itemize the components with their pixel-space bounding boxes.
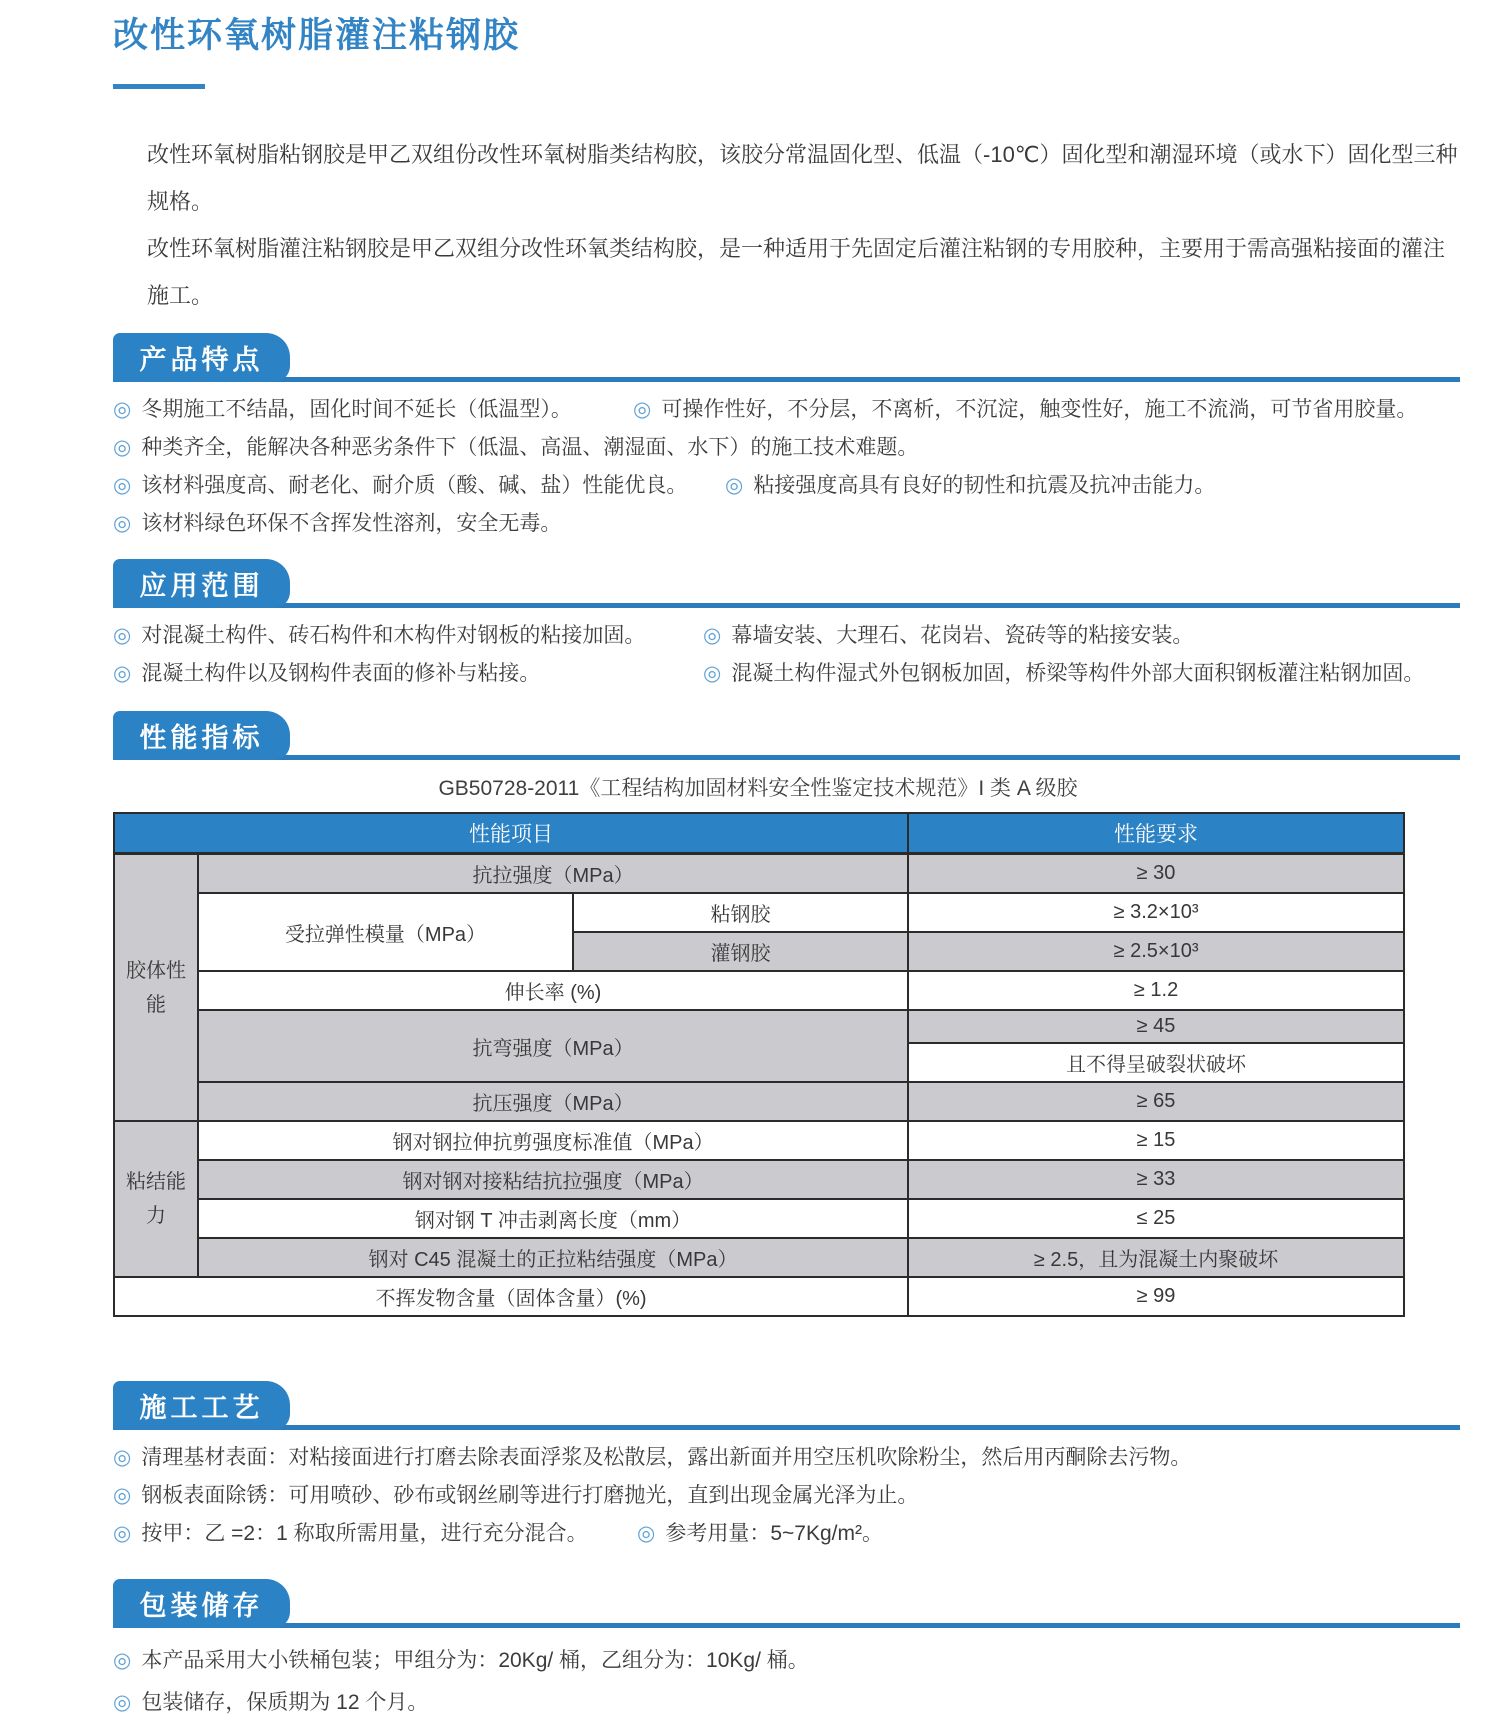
list-item-text: 粘接强度高具有良好的韧性和抗震及抗冲击能力。 [753, 474, 1216, 497]
section-rule [113, 1425, 1460, 1430]
list-item-text: 按甲：乙 =2：1 称取所需用量，进行充分混合。 [141, 1522, 588, 1545]
section-header [113, 1381, 1460, 1430]
page-title: 改性环氧树脂灌注粘钢胶 [113, 16, 521, 55]
list-item [725, 467, 1215, 505]
list-row [113, 1477, 1460, 1515]
list-item [633, 391, 1417, 429]
bullseye-bullet-icon: ◎ [113, 624, 132, 647]
row-group-label: 胶体性能 [114, 854, 198, 1122]
table-row [114, 1082, 1404, 1121]
list-item-text: 混凝土构件以及钢构件表面的修补与粘接。 [141, 662, 541, 685]
section-packaging [113, 1579, 1460, 1724]
requirement-cell: ≥ 2.5，且为混凝土内聚破坏 [908, 1238, 1404, 1277]
section-rule [113, 1623, 1460, 1628]
list-item-text: 幕墙安装、大理石、花岗岩、瓷砖等的粘接安装。 [731, 624, 1194, 647]
bullseye-bullet-icon: ◎ [113, 1691, 132, 1714]
bullseye-bullet-icon: ◎ [703, 624, 722, 647]
list-row [113, 1439, 1460, 1477]
bullseye-bullet-icon: ◎ [113, 474, 132, 497]
section-header [113, 559, 1460, 608]
list-item-text: 参考用量：5~7Kg/m²。 [665, 1522, 883, 1545]
list-row [113, 617, 1460, 655]
section-rule [113, 603, 1460, 608]
list-row [113, 1640, 1460, 1682]
list-item [113, 655, 703, 693]
property-cell: 抗拉强度（MPa） [198, 854, 908, 894]
property-cell: 钢对钢对接粘结抗拉强度（MPa） [198, 1160, 908, 1199]
property-cell: 钢对钢 T 冲击剥离长度（mm） [198, 1199, 908, 1238]
property-cell: 钢对钢拉伸抗剪强度标准值（MPa） [198, 1121, 908, 1160]
intro-paragraph: 改性环氧树脂灌注粘钢胶是甲乙双组分改性环氧类结构胶，是一种适用于先固定后灌注粘钢的专用胶种，主要用于需高强粘接面的灌注施工。 [147, 236, 1446, 308]
requirement-cell: ≤ 25 [908, 1199, 1404, 1238]
bullseye-bullet-icon: ◎ [113, 1484, 132, 1507]
requirement-cell: ≥ 99 [908, 1277, 1404, 1316]
table-row [114, 893, 1404, 932]
section-header [113, 333, 1460, 382]
bullseye-bullet-icon: ◎ [113, 1649, 132, 1672]
bullseye-bullet-icon: ◎ [113, 512, 132, 535]
property-cell: 抗弯强度（MPa） [198, 1010, 908, 1082]
requirement-cell: 且不得呈破裂状破坏 [908, 1043, 1404, 1082]
list-row [113, 467, 1460, 505]
list-item [637, 1515, 883, 1553]
section-header [113, 711, 1460, 760]
title-underline [113, 84, 205, 89]
section-rule [113, 377, 1460, 382]
list-item-text: 冬期施工不结晶，固化时间不延长（低温型）。 [141, 398, 572, 421]
requirement-cell: ≥ 1.2 [908, 971, 1404, 1010]
requirement-cell: ≥ 33 [908, 1160, 1404, 1199]
section-tab: 包装储存 [113, 1579, 290, 1628]
section-tab: 产品特点 [113, 333, 290, 382]
property-subcell: 粘钢胶 [573, 893, 908, 932]
list-row [113, 1515, 1460, 1553]
bullseye-bullet-icon: ◎ [113, 436, 132, 459]
list-item-text: 本产品采用大小铁桶包装；甲组分为：20Kg/ 桶，乙组分为：10Kg/ 桶。 [141, 1649, 809, 1672]
property-cell: 受拉弹性模量（MPa） [198, 893, 573, 971]
list-item-text: 该材料绿色环保不含挥发性溶剂，安全无毒。 [141, 512, 562, 535]
bullseye-bullet-icon: ◎ [725, 474, 744, 497]
section-application [113, 559, 1460, 693]
requirement-cell: ≥ 15 [908, 1121, 1404, 1160]
table-row [114, 854, 1404, 894]
requirement-cell: ≥ 45 [908, 1010, 1404, 1043]
intro-paragraphs [113, 131, 1460, 319]
list-item [113, 1515, 637, 1553]
requirement-cell: ≥ 3.2×10³ [908, 893, 1404, 932]
table-header-row [114, 813, 1404, 854]
list-item-text: 该材料强度高、耐老化、耐介质（酸、碱、盐）性能优良。 [141, 474, 688, 497]
table-row [114, 1010, 1404, 1043]
process-list [113, 1430, 1460, 1553]
bullseye-bullet-icon: ◎ [113, 398, 132, 421]
bullseye-bullet-icon: ◎ [633, 398, 652, 421]
list-item-text: 包装储存，保质期为 12 个月。 [141, 1691, 429, 1714]
table-row [114, 1199, 1404, 1238]
section-tab: 应用范围 [113, 559, 290, 608]
list-item-text: 可操作性好，不分层，不离析，不沉淀，触变性好，施工不流淌，可节省用胶量。 [661, 398, 1418, 421]
list-item [113, 429, 918, 467]
list-row [113, 655, 1460, 693]
section-process [113, 1381, 1460, 1553]
list-item [113, 1682, 428, 1724]
section-performance [113, 711, 1460, 1317]
list-item [113, 467, 725, 505]
list-item [703, 617, 1193, 655]
list-item [113, 617, 703, 655]
list-row [113, 391, 1460, 429]
table-row [114, 1121, 1404, 1160]
list-item-text: 种类齐全，能解决各种恶劣条件下（低温、高温、潮湿面、水下）的施工技术难题。 [141, 436, 919, 459]
features-list [113, 382, 1460, 543]
list-item-text: 对混凝土构件、砖石构件和木构件对钢板的粘接加固。 [141, 624, 646, 647]
section-header [113, 1579, 1460, 1628]
property-cell: 抗压强度（MPa） [198, 1082, 908, 1121]
intro-paragraph: 改性环氧树脂粘钢胶是甲乙双组份改性环氧树脂类结构胶，该胶分常温固化型、低温（-10℃）固化型和潮湿环境（或水下）固化型三种规格。 [147, 142, 1458, 214]
property-cell: 钢对 C45 混凝土的正拉粘结强度（MPa） [198, 1238, 908, 1277]
section-tab: 性能指标 [113, 711, 290, 760]
property-subcell: 灌钢胶 [573, 932, 908, 971]
table-row [114, 1277, 1404, 1316]
requirement-cell: ≥ 2.5×10³ [908, 932, 1404, 971]
list-item [703, 655, 1424, 693]
list-row [113, 1682, 1460, 1724]
section-tab: 施工工艺 [113, 1381, 290, 1430]
table-row [114, 1160, 1404, 1199]
list-row [113, 429, 1460, 467]
column-header-requirement: 性能要求 [908, 813, 1404, 854]
requirement-cell: ≥ 65 [908, 1082, 1404, 1121]
packaging-list [113, 1628, 1460, 1724]
list-item [113, 1640, 809, 1682]
table-row [114, 971, 1404, 1010]
bullseye-bullet-icon: ◎ [113, 662, 132, 685]
table-caption: GB50728-2011《工程结构加固材料安全性鉴定技术规范》I 类 A 级胶 [438, 777, 1078, 800]
list-item [113, 505, 561, 543]
bullseye-bullet-icon: ◎ [113, 1522, 132, 1545]
list-item-text: 混凝土构件湿式外包钢板加固，桥梁等构件外部大面积钢板灌注粘钢加固。 [731, 662, 1425, 685]
column-header-item: 性能项目 [114, 813, 908, 854]
list-item-text: 清理基材表面：对粘接面进行打磨去除表面浮浆及松散层，露出新面并用空压机吹除粉尘，然后用丙酮除去污物。 [141, 1446, 1192, 1469]
section-features [113, 333, 1460, 543]
bullseye-bullet-icon: ◎ [113, 1446, 132, 1469]
property-cell: 不挥发物含量（固体含量）(%) [114, 1277, 908, 1316]
requirement-cell: ≥ 30 [908, 854, 1404, 894]
section-rule [113, 755, 1460, 760]
bullseye-bullet-icon: ◎ [637, 1522, 656, 1545]
list-item-text: 钢板表面除锈：可用喷砂、砂布或钢丝刷等进行打磨抛光，直到出现金属光泽为止。 [141, 1484, 919, 1507]
list-item [113, 1477, 918, 1515]
bullseye-bullet-icon: ◎ [703, 662, 722, 685]
list-item [113, 1439, 1191, 1477]
table-row [114, 1238, 1404, 1277]
list-row [113, 505, 1460, 543]
performance-table [113, 812, 1405, 1317]
row-group-label: 粘结能力 [114, 1121, 198, 1277]
application-list [113, 608, 1460, 693]
list-item [113, 391, 633, 429]
property-cell: 伸长率 (%) [198, 971, 908, 1010]
